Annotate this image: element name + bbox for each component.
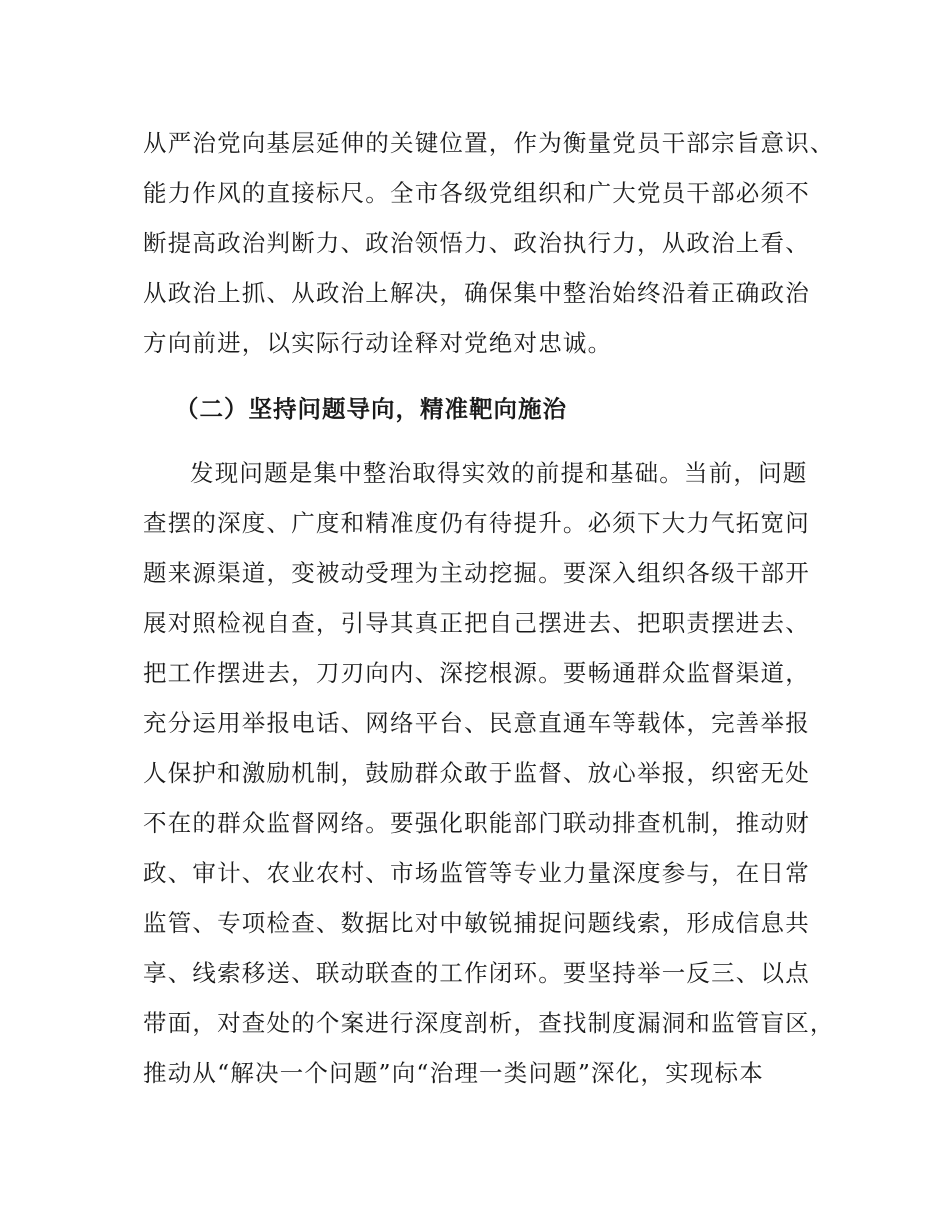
paragraph-2-line-8: 不在的群众监督网络。要强化职能部门联动排查机制，推动财 bbox=[143, 809, 810, 837]
paragraph-1-line-5: 方向前进，以实际行动诠释对党绝对忠诚。 bbox=[143, 329, 613, 357]
paragraph-2-line-6: 充分运用举报电话、网络平台、民意直通车等载体，完善举报 bbox=[143, 709, 810, 737]
paragraph-2-line-1: 发现问题是集中整治取得实效的前提和基础。当前，问题 bbox=[190, 459, 808, 487]
section-heading: （二）坚持问题导向，精准靶向施治 bbox=[175, 395, 567, 423]
paragraph-2-line-3: 题来源渠道，变被动受理为主动挖掘。要深入组织各级干部开 bbox=[143, 559, 810, 587]
paragraph-1-line-1: 从严治党向基层延伸的关键位置，作为衡量党员干部宗旨意识、 bbox=[143, 129, 835, 157]
paragraph-2-line-13: 推动从“解决一个问题”向“治理一类问题”深化，实现标本 bbox=[143, 1059, 764, 1087]
paragraph-2-line-5: 把工作摆进去，刀刃向内、深挖根源。要畅通群众监督渠道， bbox=[143, 659, 810, 687]
paragraph-2-line-10: 监管、专项检查、数据比对中敏锐捕捉问题线索，形成信息共 bbox=[143, 909, 810, 937]
paragraph-2-line-9: 政、审计、农业农村、市场监管等专业力量深度参与，在日常 bbox=[143, 859, 810, 887]
paragraph-2-line-11: 享、线索移送、联动联查的工作闭环。要坚持举一反三、以点 bbox=[143, 959, 810, 987]
paragraph-2-line-7: 人保护和激励机制，鼓励群众敢于监督、放心举报，织密无处 bbox=[143, 759, 810, 787]
paragraph-1-line-4: 从政治上抓、从政治上解决，确保集中整治始终沿着正确政治 bbox=[143, 279, 810, 307]
paragraph-2-line-2: 查摆的深度、广度和精准度仍有待提升。必须下大力气拓宽问 bbox=[143, 509, 810, 537]
paragraph-2-line-12: 带面，对查处的个案进行深度剖析，查找制度漏洞和监管盲区， bbox=[143, 1009, 835, 1037]
paragraph-1-line-3: 断提高政治判断力、政治领悟力、政治执行力，从政治上看、 bbox=[143, 229, 810, 257]
paragraph-1-line-2: 能力作风的直接标尺。全市各级党组织和广大党员干部必须不 bbox=[143, 179, 810, 207]
paragraph-2-line-4: 展对照检视自查，引导其真正把自己摆进去、把职责摆进去、 bbox=[143, 609, 810, 637]
